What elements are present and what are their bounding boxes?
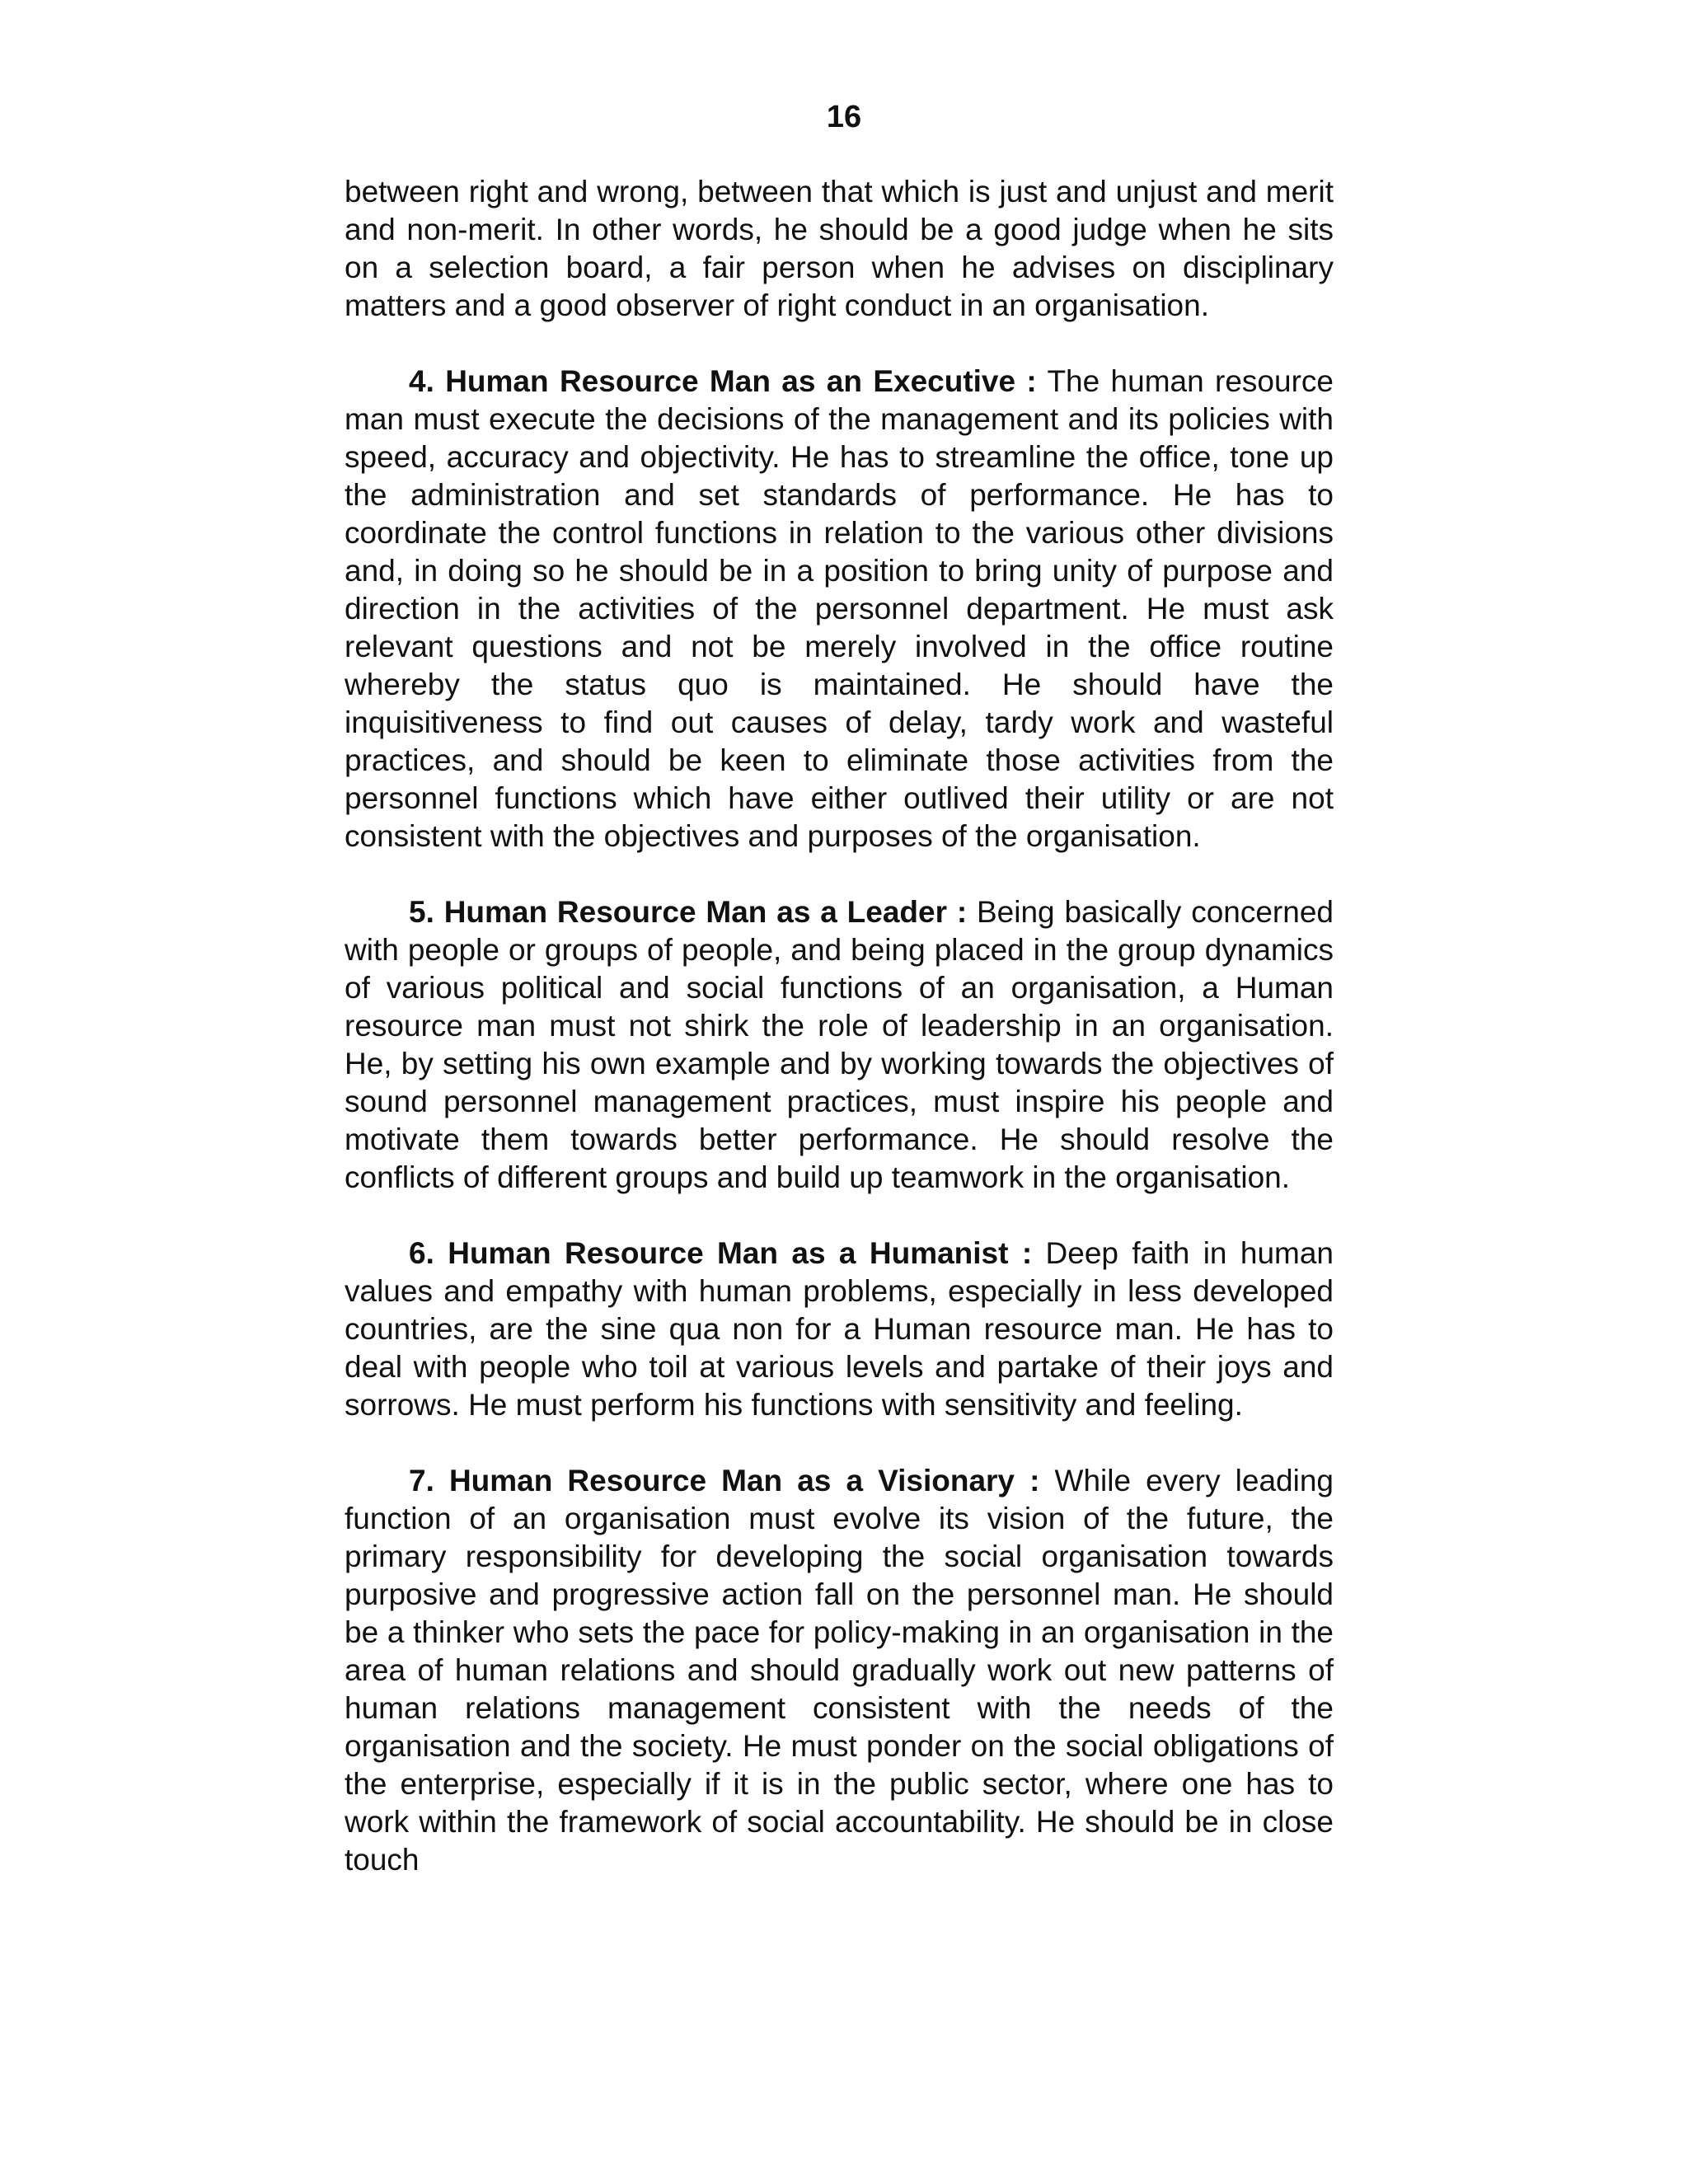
paragraph-visionary [345, 1462, 1334, 1879]
paragraph-text: Deep faith in human values and empathy with human problems, especially in less developed countries, are the sine qua non for a Human resource man. He has to deal with people who toil at various levels and partake of their joys and sorrows. He must perform his functions with sensitivity and feeling. [345, 1236, 1334, 1422]
paragraph-text: between right and wrong, between that which is just and unjust and merit and non-merit. In other words, he should be a good judge when he sits on a selection board, a fair person when he advises on disciplinary matters and a good observer of right conduct in an organisation. [345, 175, 1334, 322]
paragraph-executive [345, 363, 1334, 855]
paragraph-humanist [345, 1235, 1334, 1424]
section-heading-visionary: 7. Human Resource Man as a Visionary : [409, 1464, 1040, 1497]
section-heading-leader: 5. Human Resource Man as a Leader : [409, 895, 968, 929]
body-text [345, 173, 1334, 1917]
paragraph-continuation [345, 173, 1334, 325]
paragraph-text: While every leading function of an organisation must evolve its vision of the future, the primary responsibility for developing the social organisation towards purposive and progressive action fall on the personnel man. He should be a thinker who sets the pace for policy-making in an organisation in the area of human relations and should gradually work out new patterns of human relations management consistent with the needs of the organisation and the society. He must ponder on the social obligations of the enterprise, especially if it is in the public sector, where one has to work within the framework of social accountability. He should be in close touch [345, 1464, 1334, 1877]
paragraph-text: Being basically concerned with people or groups of people, and being placed in the group dynamics of various political and social functions of an organisation, a Human resource man must not shirk the role of leadership in an organisation. He, by setting his own example and by working towards the objectives of sound personnel management practices, must inspire his people and motivate them towards better performance. He should resolve the conflicts of different groups and build up teamwork in the organisation. [345, 895, 1334, 1194]
page-number: 16 [826, 100, 862, 134]
paragraph-text: The human resource man must execute the decisions of the management and its policies with speed, accuracy and objectivity. He has to streamline the office, tone up the administration and set standards of performance. He has to coordinate the control functions in relation to the various other divisions and, in doing so he should be in a position to bring unity of purpose and direction in the activities of the personnel department. He must ask relevant questions and not be merely involved in the office routine whereby the status quo is maintained. He should have the inquisitiveness to find out causes of delay, tardy work and wasteful practices, and should be keen to eliminate those activities from the personnel functions which have either outlived their utility or are not consistent with the objectives and purposes of the organisation. [345, 364, 1334, 853]
section-heading-executive: 4. Human Resource Man as an Executive : [409, 364, 1037, 398]
paragraph-leader [345, 893, 1334, 1197]
section-heading-humanist: 6. Human Resource Man as a Humanist : [409, 1236, 1033, 1270]
